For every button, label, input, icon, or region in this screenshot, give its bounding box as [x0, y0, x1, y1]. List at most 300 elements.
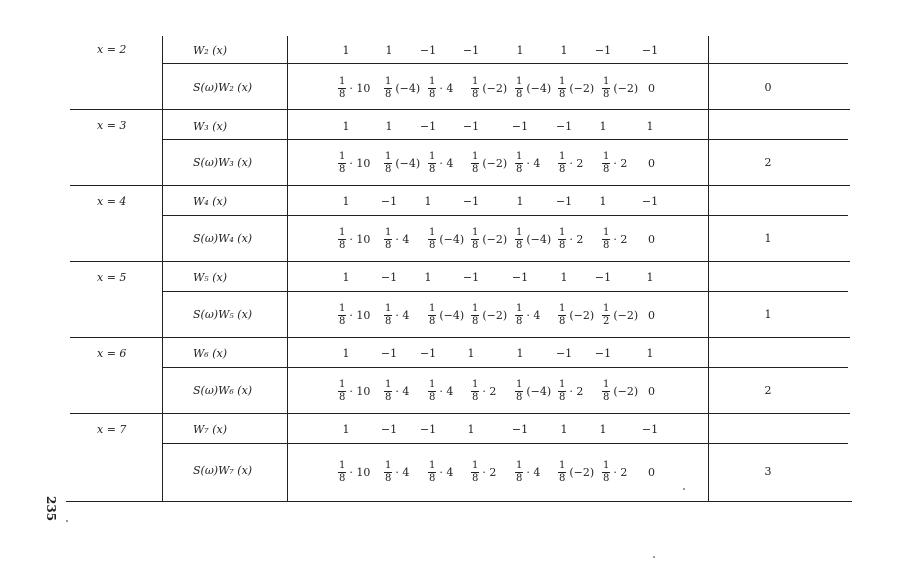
fraction [428, 151, 436, 176]
factor: (−4) [439, 232, 465, 246]
factor: 0 [648, 232, 655, 246]
factor: · 2 [569, 232, 584, 246]
fraction-numerator: 1 [385, 226, 392, 238]
fraction [384, 303, 392, 328]
fraction-numerator: 1 [385, 302, 392, 314]
scan-speck [683, 488, 685, 490]
factor: 0 [648, 81, 655, 95]
row-rule [162, 291, 848, 292]
walsh-values-row [340, 195, 670, 209]
walsh-value: −1 [594, 347, 612, 360]
spectrum-term [602, 299, 638, 331]
fraction [602, 379, 610, 404]
fraction [471, 460, 479, 485]
fraction-denominator: 8 [516, 472, 523, 484]
spectrum-term [428, 72, 453, 104]
factor: (−2) [613, 384, 639, 398]
fraction [428, 303, 436, 328]
fraction [602, 460, 610, 485]
row-sum: 1 [764, 232, 772, 245]
factor: · 4 [526, 465, 541, 479]
group-rule [70, 337, 850, 338]
walsh-value: −1 [380, 195, 398, 208]
walsh-value: −1 [462, 120, 480, 133]
spectrum-term [471, 375, 496, 407]
row-rule [162, 139, 848, 140]
factor: (−2) [613, 308, 639, 322]
row-rule [162, 367, 848, 368]
spectrum-term [602, 147, 627, 179]
fraction-denominator: 2 [603, 315, 610, 327]
fraction [602, 76, 610, 101]
spectrum-term [648, 147, 655, 179]
factor: (−2) [569, 465, 595, 479]
factor: 0 [648, 465, 655, 479]
walsh-value: 1 [385, 44, 393, 57]
spectrum-product-label: S(ω)W₆ (x) [193, 384, 253, 397]
walsh-function-label: W₅ (x) [193, 271, 227, 284]
factor: · 4 [395, 384, 410, 398]
x-label: x = 3 [97, 119, 127, 132]
fraction [558, 227, 566, 252]
factor: (−2) [482, 156, 508, 170]
walsh-values-row [340, 423, 670, 437]
fraction-numerator: 1 [472, 150, 479, 162]
fraction [471, 227, 479, 252]
x-label: x = 2 [97, 43, 127, 56]
factor: (−2) [482, 81, 508, 95]
factor: (−4) [526, 232, 552, 246]
fraction [384, 460, 392, 485]
spectrum-term [428, 147, 453, 179]
factor: · 4 [439, 156, 454, 170]
fraction [558, 151, 566, 176]
walsh-value: 1 [599, 423, 607, 436]
factor: (−2) [482, 308, 508, 322]
fraction-denominator: 8 [516, 391, 523, 403]
walsh-value: 1 [342, 347, 350, 360]
walsh-value: 1 [646, 347, 654, 360]
fraction-numerator: 1 [472, 75, 479, 87]
scan-speck [66, 520, 68, 522]
spectrum-term [648, 456, 655, 488]
fraction-denominator: 8 [559, 88, 566, 100]
fraction [515, 460, 523, 485]
fraction-denominator: 8 [339, 472, 346, 484]
fraction-numerator: 1 [429, 150, 436, 162]
fraction-denominator: 8 [385, 472, 392, 484]
walsh-value: 1 [516, 195, 524, 208]
fraction [471, 379, 479, 404]
factor: · 10 [349, 384, 371, 398]
fraction-denominator: 8 [603, 472, 610, 484]
x-label: x = 5 [97, 271, 127, 284]
spectrum-term [471, 72, 507, 104]
spectrum-term [338, 299, 370, 331]
fraction [384, 76, 392, 101]
fraction [384, 379, 392, 404]
fraction-denominator: 8 [385, 88, 392, 100]
fraction [558, 76, 566, 101]
fraction-numerator: 1 [429, 378, 436, 390]
spectrum-terms-row [338, 147, 678, 179]
spectrum-term [338, 375, 370, 407]
fraction-denominator: 8 [559, 239, 566, 251]
spectrum-terms-row [338, 223, 678, 255]
walsh-value: −1 [419, 423, 437, 436]
fraction [338, 379, 346, 404]
spectrum-product-label: S(ω)W₇ (x) [193, 464, 253, 477]
spectrum-term [602, 456, 627, 488]
fraction [471, 76, 479, 101]
spectrum-term [428, 223, 464, 255]
fraction-numerator: 1 [559, 150, 566, 162]
fraction-numerator: 1 [429, 75, 436, 87]
fraction [471, 303, 479, 328]
walsh-function-label: W₂ (x) [193, 44, 227, 57]
fraction [384, 151, 392, 176]
spectrum-term [428, 375, 453, 407]
fraction [602, 227, 610, 252]
column-rule-3 [708, 36, 709, 502]
factor: (−4) [526, 81, 552, 95]
fraction [558, 379, 566, 404]
walsh-values-row [340, 271, 670, 285]
fraction-denominator: 8 [603, 239, 610, 251]
factor: (−2) [569, 81, 595, 95]
x-label: x = 7 [97, 423, 127, 436]
walsh-value: 1 [385, 120, 393, 133]
fraction-denominator: 8 [516, 88, 523, 100]
fraction [558, 460, 566, 485]
walsh-value: 1 [467, 423, 475, 436]
factor: · 2 [482, 384, 497, 398]
fraction [338, 76, 346, 101]
factor: · 2 [613, 232, 628, 246]
walsh-value: 1 [560, 423, 568, 436]
factor: (−4) [526, 384, 552, 398]
walsh-value: 1 [646, 120, 654, 133]
fraction-numerator: 1 [385, 150, 392, 162]
walsh-value: −1 [555, 120, 573, 133]
fraction [471, 151, 479, 176]
walsh-value: −1 [641, 195, 659, 208]
fraction [338, 151, 346, 176]
spectrum-terms-row [338, 72, 678, 104]
fraction-numerator: 1 [385, 459, 392, 471]
walsh-value: −1 [462, 195, 480, 208]
fraction-numerator: 1 [559, 459, 566, 471]
fraction-numerator: 1 [339, 378, 346, 390]
spectrum-term [558, 223, 583, 255]
spectrum-term [338, 147, 370, 179]
spectrum-term [648, 375, 655, 407]
spectrum-terms-row [338, 375, 678, 407]
fraction-numerator: 1 [385, 75, 392, 87]
fraction-denominator: 8 [339, 315, 346, 327]
walsh-value: 1 [599, 195, 607, 208]
spectrum-term [338, 72, 370, 104]
fraction-denominator: 8 [385, 391, 392, 403]
x-label: x = 4 [97, 195, 127, 208]
fraction-numerator: 1 [472, 459, 479, 471]
spectrum-term [602, 375, 638, 407]
factor: 0 [648, 156, 655, 170]
walsh-value: 1 [467, 347, 475, 360]
fraction-numerator: 1 [385, 378, 392, 390]
fraction-numerator: 1 [516, 150, 523, 162]
group-rule [70, 185, 850, 186]
fraction-denominator: 8 [516, 239, 523, 251]
fraction-numerator: 1 [559, 75, 566, 87]
fraction [515, 227, 523, 252]
factor: · 2 [569, 156, 584, 170]
row-sum: 3 [764, 465, 772, 478]
spectrum-term [515, 375, 551, 407]
fraction-numerator: 1 [603, 378, 610, 390]
fraction-numerator: 1 [559, 378, 566, 390]
fraction [384, 227, 392, 252]
spectrum-term [515, 456, 540, 488]
walsh-value: −1 [511, 120, 529, 133]
fraction-denominator: 8 [516, 315, 523, 327]
factor: (−2) [482, 232, 508, 246]
factor: (−4) [395, 81, 421, 95]
spectrum-term [338, 456, 370, 488]
spectrum-term [515, 147, 540, 179]
walsh-values-row [340, 120, 670, 134]
fraction-numerator: 1 [516, 378, 523, 390]
walsh-value: −1 [555, 195, 573, 208]
spectrum-term [471, 299, 507, 331]
spectrum-term [648, 299, 655, 331]
walsh-value: −1 [555, 347, 573, 360]
fraction-denominator: 8 [385, 239, 392, 251]
walsh-value: −1 [462, 271, 480, 284]
factor: · 10 [349, 81, 371, 95]
fraction [558, 303, 566, 328]
walsh-value: −1 [380, 423, 398, 436]
factor: · 2 [482, 465, 497, 479]
scan-speck [653, 556, 655, 558]
fraction-numerator: 1 [516, 75, 523, 87]
fraction [515, 76, 523, 101]
fraction-denominator: 8 [385, 315, 392, 327]
walsh-value: 1 [342, 195, 350, 208]
fraction-numerator: 1 [603, 459, 610, 471]
fraction [515, 151, 523, 176]
spectrum-term [602, 72, 638, 104]
spectrum-term [515, 72, 551, 104]
walsh-value: 1 [560, 44, 568, 57]
fraction-denominator: 8 [429, 88, 436, 100]
fraction-denominator: 8 [603, 163, 610, 175]
group-rule [70, 413, 850, 414]
spectrum-term [515, 299, 540, 331]
walsh-values-row [340, 44, 670, 58]
fraction-denominator: 8 [339, 88, 346, 100]
spectrum-term [648, 223, 655, 255]
walsh-value: −1 [594, 271, 612, 284]
walsh-value: 1 [342, 271, 350, 284]
fraction-denominator: 8 [559, 391, 566, 403]
fraction [602, 151, 610, 176]
spectrum-product-label: S(ω)W₅ (x) [193, 308, 253, 321]
page-number: 235 [44, 496, 58, 522]
factor: · 2 [569, 384, 584, 398]
spectrum-product-label: S(ω)W₂ (x) [193, 81, 253, 94]
fraction-denominator: 8 [429, 239, 436, 251]
spectrum-term [384, 299, 409, 331]
fraction-denominator: 8 [472, 315, 479, 327]
fraction-denominator: 8 [385, 163, 392, 175]
group-rule [70, 109, 850, 110]
factor: 0 [648, 384, 655, 398]
fraction [428, 460, 436, 485]
spectrum-term [384, 72, 420, 104]
spectrum-term [428, 456, 453, 488]
factor: · 4 [526, 308, 541, 322]
walsh-value: 1 [560, 271, 568, 284]
fraction-denominator: 8 [559, 315, 566, 327]
fraction-numerator: 1 [429, 459, 436, 471]
fraction-denominator: 8 [429, 163, 436, 175]
spectrum-term [558, 375, 583, 407]
fraction-numerator: 1 [516, 226, 523, 238]
spectrum-terms-row [338, 456, 678, 488]
fraction-denominator: 8 [339, 239, 346, 251]
walsh-value: 1 [646, 271, 654, 284]
factor: · 2 [613, 465, 628, 479]
factor: · 4 [526, 156, 541, 170]
walsh-value: −1 [419, 120, 437, 133]
walsh-value: −1 [419, 44, 437, 57]
fraction-numerator: 1 [339, 302, 346, 314]
fraction-numerator: 1 [472, 302, 479, 314]
walsh-value: −1 [380, 271, 398, 284]
fraction [602, 303, 610, 328]
fraction-denominator: 8 [472, 88, 479, 100]
spectrum-term [558, 147, 583, 179]
group-rule [70, 261, 850, 262]
walsh-function-label: W₆ (x) [193, 347, 227, 360]
fraction-numerator: 1 [339, 75, 346, 87]
walsh-value: −1 [380, 347, 398, 360]
spectrum-product-label: S(ω)W₄ (x) [193, 232, 253, 245]
fraction-denominator: 8 [603, 88, 610, 100]
walsh-value: 1 [599, 120, 607, 133]
fraction-denominator: 8 [603, 391, 610, 403]
walsh-value: 1 [516, 347, 524, 360]
fraction-denominator: 8 [429, 315, 436, 327]
fraction-numerator: 1 [472, 226, 479, 238]
fraction [515, 303, 523, 328]
fraction-numerator: 1 [339, 226, 346, 238]
fraction-denominator: 8 [339, 163, 346, 175]
spectrum-term [384, 147, 420, 179]
row-rule [162, 63, 848, 64]
fraction-denominator: 8 [472, 239, 479, 251]
spectrum-term [384, 456, 409, 488]
fraction [428, 76, 436, 101]
fraction-numerator: 1 [559, 302, 566, 314]
walsh-function-label: W₃ (x) [193, 120, 227, 133]
factor: 0 [648, 308, 655, 322]
fraction-denominator: 8 [429, 391, 436, 403]
fraction-denominator: 8 [559, 472, 566, 484]
walsh-value: 1 [342, 423, 350, 436]
factor: · 4 [395, 465, 410, 479]
factor: · 2 [613, 156, 628, 170]
walsh-value: 1 [342, 44, 350, 57]
walsh-value: 1 [424, 271, 432, 284]
spectrum-term [428, 299, 464, 331]
factor: (−2) [613, 81, 639, 95]
fraction-numerator: 1 [516, 459, 523, 471]
fraction-numerator: 1 [429, 226, 436, 238]
walsh-function-label: W₄ (x) [193, 195, 227, 208]
fraction-numerator: 1 [429, 302, 436, 314]
fraction-numerator: 1 [339, 150, 346, 162]
x-label: x = 6 [97, 347, 127, 360]
row-rule [162, 215, 848, 216]
factor: (−4) [439, 308, 465, 322]
column-rule-2 [287, 36, 288, 502]
factor: · 10 [349, 232, 371, 246]
fraction [515, 379, 523, 404]
spectrum-term [648, 72, 655, 104]
factor: · 10 [349, 156, 371, 170]
row-sum: 1 [764, 308, 772, 321]
factor: · 4 [439, 465, 454, 479]
walsh-value: −1 [594, 44, 612, 57]
row-rule [162, 443, 848, 444]
spectrum-term [558, 456, 594, 488]
walsh-function-label: W₇ (x) [193, 423, 227, 436]
fraction-denominator: 8 [516, 163, 523, 175]
row-sum: 2 [764, 156, 772, 169]
fraction [338, 303, 346, 328]
spectrum-term [338, 223, 370, 255]
row-sum: 2 [764, 384, 772, 397]
fraction-numerator: 1 [603, 75, 610, 87]
fraction [428, 227, 436, 252]
fraction-denominator: 8 [472, 472, 479, 484]
factor: · 10 [349, 465, 371, 479]
fraction-denominator: 8 [339, 391, 346, 403]
fraction-numerator: 1 [559, 226, 566, 238]
fraction-numerator: 1 [603, 150, 610, 162]
fraction [428, 379, 436, 404]
fraction-denominator: 8 [559, 163, 566, 175]
factor: · 4 [439, 81, 454, 95]
spectrum-term [471, 147, 507, 179]
row-sum: 0 [764, 81, 772, 94]
walsh-value: 1 [516, 44, 524, 57]
walsh-value: 1 [424, 195, 432, 208]
bottom-rule [66, 501, 852, 502]
fraction-numerator: 1 [339, 459, 346, 471]
walsh-value: −1 [462, 44, 480, 57]
factor: (−4) [395, 156, 421, 170]
walsh-value: −1 [641, 44, 659, 57]
fraction-denominator: 8 [472, 391, 479, 403]
fraction-denominator: 8 [472, 163, 479, 175]
walsh-value: 1 [342, 120, 350, 133]
column-rule-1 [162, 36, 163, 502]
fraction-denominator: 8 [429, 472, 436, 484]
factor: (−2) [569, 308, 595, 322]
